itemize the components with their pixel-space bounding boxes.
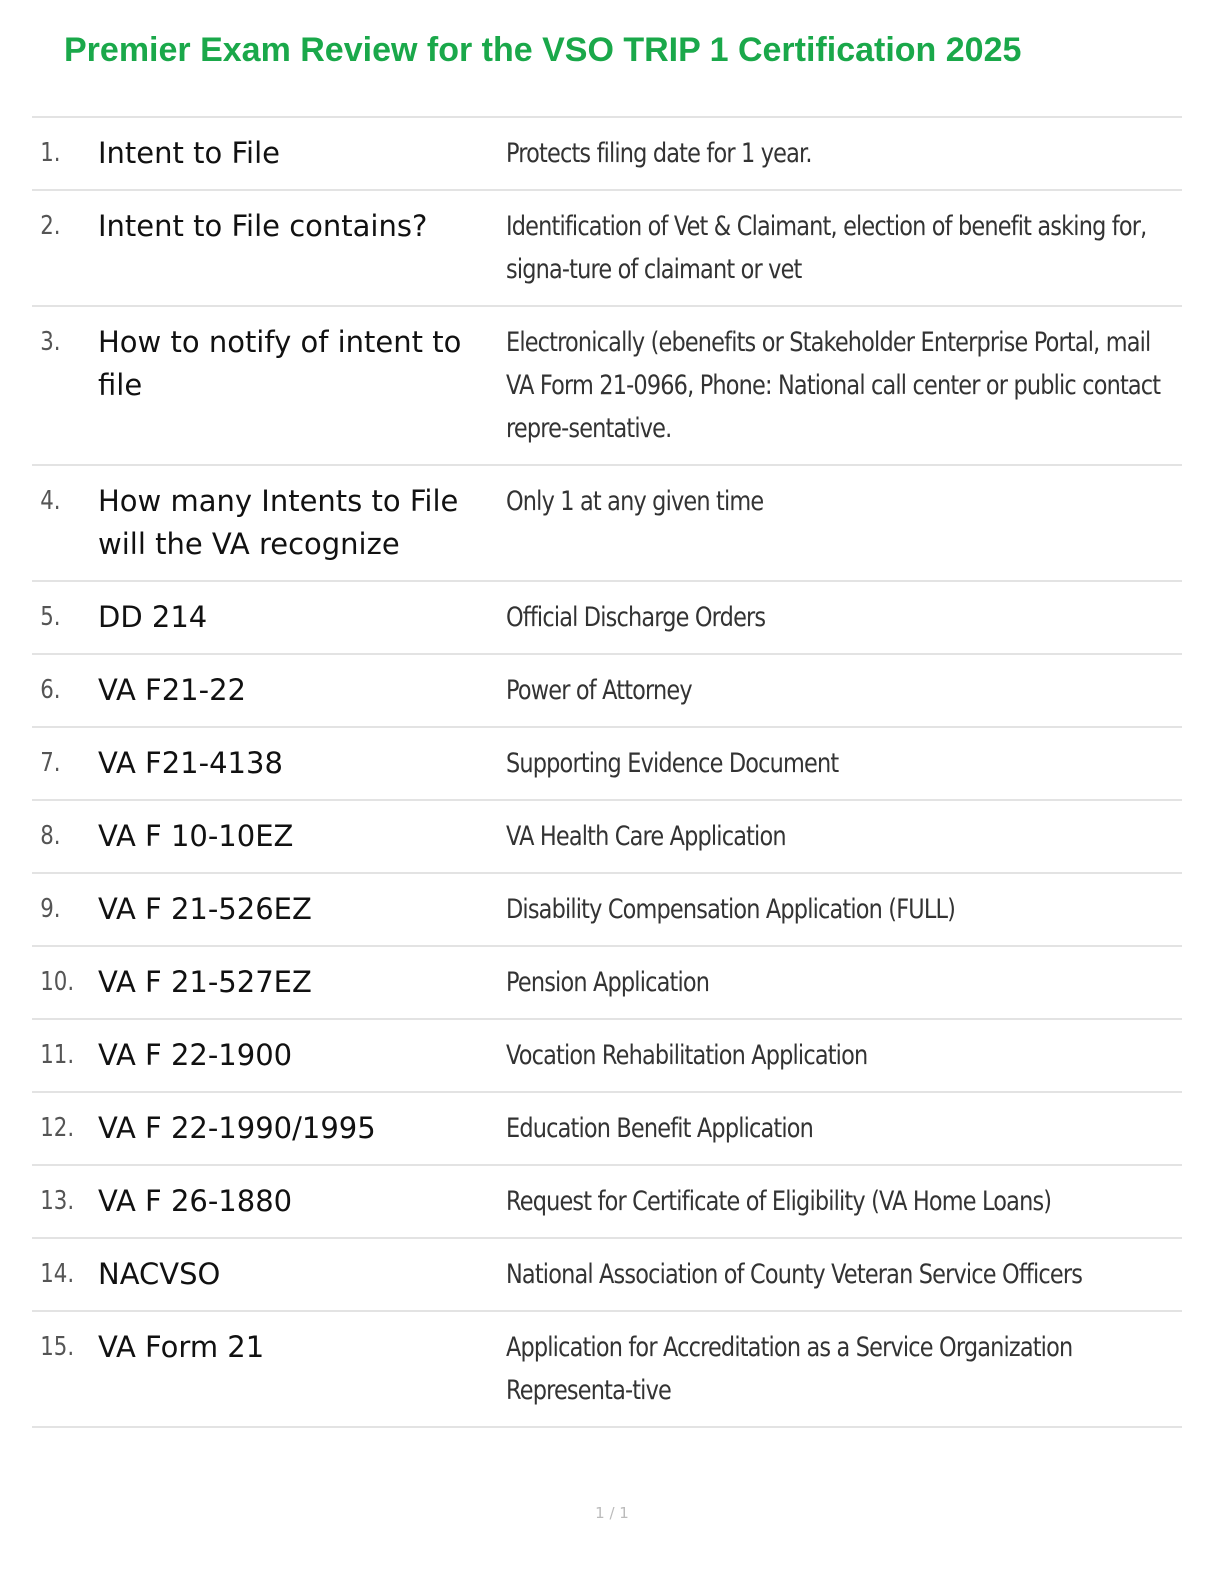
card-number: 11.	[40, 1040, 75, 1070]
card-definition	[506, 1253, 1182, 1296]
card-number: 1.	[40, 138, 61, 168]
card-row	[32, 947, 1182, 1020]
card-term: NACVSO	[98, 1257, 221, 1291]
card-number: 8.	[40, 821, 61, 851]
card-definition	[506, 815, 1182, 858]
card-term: VA F 22-1990/1995	[98, 1111, 376, 1145]
card-number: 7.	[40, 748, 61, 778]
card-term: VA Form 21	[98, 1330, 265, 1364]
card-number: 14.	[40, 1259, 75, 1289]
card-term: VA F 21-527EZ	[98, 965, 312, 999]
card-definition-text: VA Health Care Application	[506, 821, 786, 852]
card-row	[32, 582, 1182, 655]
card-number: 6.	[40, 675, 61, 705]
page-indicator: 1 / 1	[595, 1504, 629, 1522]
card-definition-text: Identification of Vet & Claimant, election of benefit asking for, signa-ture of claimant or vet	[506, 211, 1147, 285]
card-definition-text: Request for Certificate of Eligibility (VA Home Loans)	[506, 1186, 1052, 1217]
card-definition-text: Education Benefit Application	[506, 1113, 814, 1144]
card-definition	[506, 669, 1182, 712]
page-title: Premier Exam Review for the VSO TRIP 1 Certification 2025	[64, 31, 1022, 69]
card-row	[32, 1312, 1182, 1428]
card-definition	[506, 1107, 1182, 1150]
card-definition-text: Supporting Evidence Document	[506, 748, 839, 779]
card-term: How many Intents to File will the VA recognize	[98, 484, 459, 561]
card-term: VA F 10-10EZ	[98, 819, 294, 853]
card-row	[32, 307, 1182, 466]
card-row	[32, 1093, 1182, 1166]
card-definition	[506, 742, 1182, 785]
card-row	[32, 1239, 1182, 1312]
card-row	[32, 1166, 1182, 1239]
card-number: 5.	[40, 602, 61, 632]
card-number: 9.	[40, 894, 61, 924]
card-row	[32, 118, 1182, 191]
card-number: 15.	[40, 1332, 75, 1362]
card-row	[32, 1020, 1182, 1093]
card-definition-text: Official Discharge Orders	[506, 602, 766, 633]
card-definition	[506, 480, 1182, 566]
card-definition	[506, 596, 1182, 639]
card-definition-text: Disability Compensation Application (FULL)	[506, 894, 956, 925]
card-row	[32, 466, 1182, 582]
card-definition	[506, 1180, 1182, 1223]
card-number: 12.	[40, 1113, 75, 1143]
card-term: How to notify of intent to file	[98, 325, 462, 402]
card-definition-text: Pension Application	[506, 967, 710, 998]
card-definition	[506, 888, 1182, 931]
card-definition-text: Electronically (ebenefits or Stakeholder Enterprise Portal, mail VA Form 21-0966, Phone: National call center or public contact repre-sentative.	[506, 327, 1161, 444]
card-term: Intent to File contains?	[98, 209, 428, 243]
card-row	[32, 874, 1182, 947]
card-definition-text: Application for Accreditation as a Service Organization Representa-tive	[506, 1332, 1073, 1406]
card-number: 13.	[40, 1186, 75, 1216]
card-term: VA F 21-526EZ	[98, 892, 312, 926]
card-definition-text: Only 1 at any given time	[506, 486, 764, 517]
card-number: 4.	[40, 486, 61, 516]
card-definition-text: Power of Attorney	[506, 675, 692, 706]
card-number: 3.	[40, 327, 61, 357]
card-row	[32, 801, 1182, 874]
card-definition	[506, 321, 1182, 450]
card-definition	[506, 1034, 1182, 1077]
card-term: DD 214	[98, 600, 208, 634]
card-definition-text: Vocation Rehabilitation Application	[506, 1040, 868, 1071]
card-term: VA F 26-1880	[98, 1184, 293, 1218]
card-row	[32, 655, 1182, 728]
card-definition	[506, 1326, 1182, 1412]
card-term: VA F21-22	[98, 673, 246, 707]
card-definition	[506, 961, 1182, 1004]
flashcard-list	[32, 116, 1182, 1428]
card-term: Intent to File	[98, 136, 280, 170]
card-term: VA F21-4138	[98, 746, 283, 780]
card-number: 2.	[40, 211, 61, 241]
card-term: VA F 22-1900	[98, 1038, 293, 1072]
card-number: 10.	[40, 967, 75, 997]
card-row	[32, 728, 1182, 801]
card-definition-text: National Association of County Veteran Service Officers	[506, 1259, 1083, 1290]
card-definition	[506, 132, 1182, 175]
card-definition	[506, 205, 1182, 291]
card-row	[32, 191, 1182, 307]
card-definition-text: Protects filing date for 1 year.	[506, 138, 812, 169]
